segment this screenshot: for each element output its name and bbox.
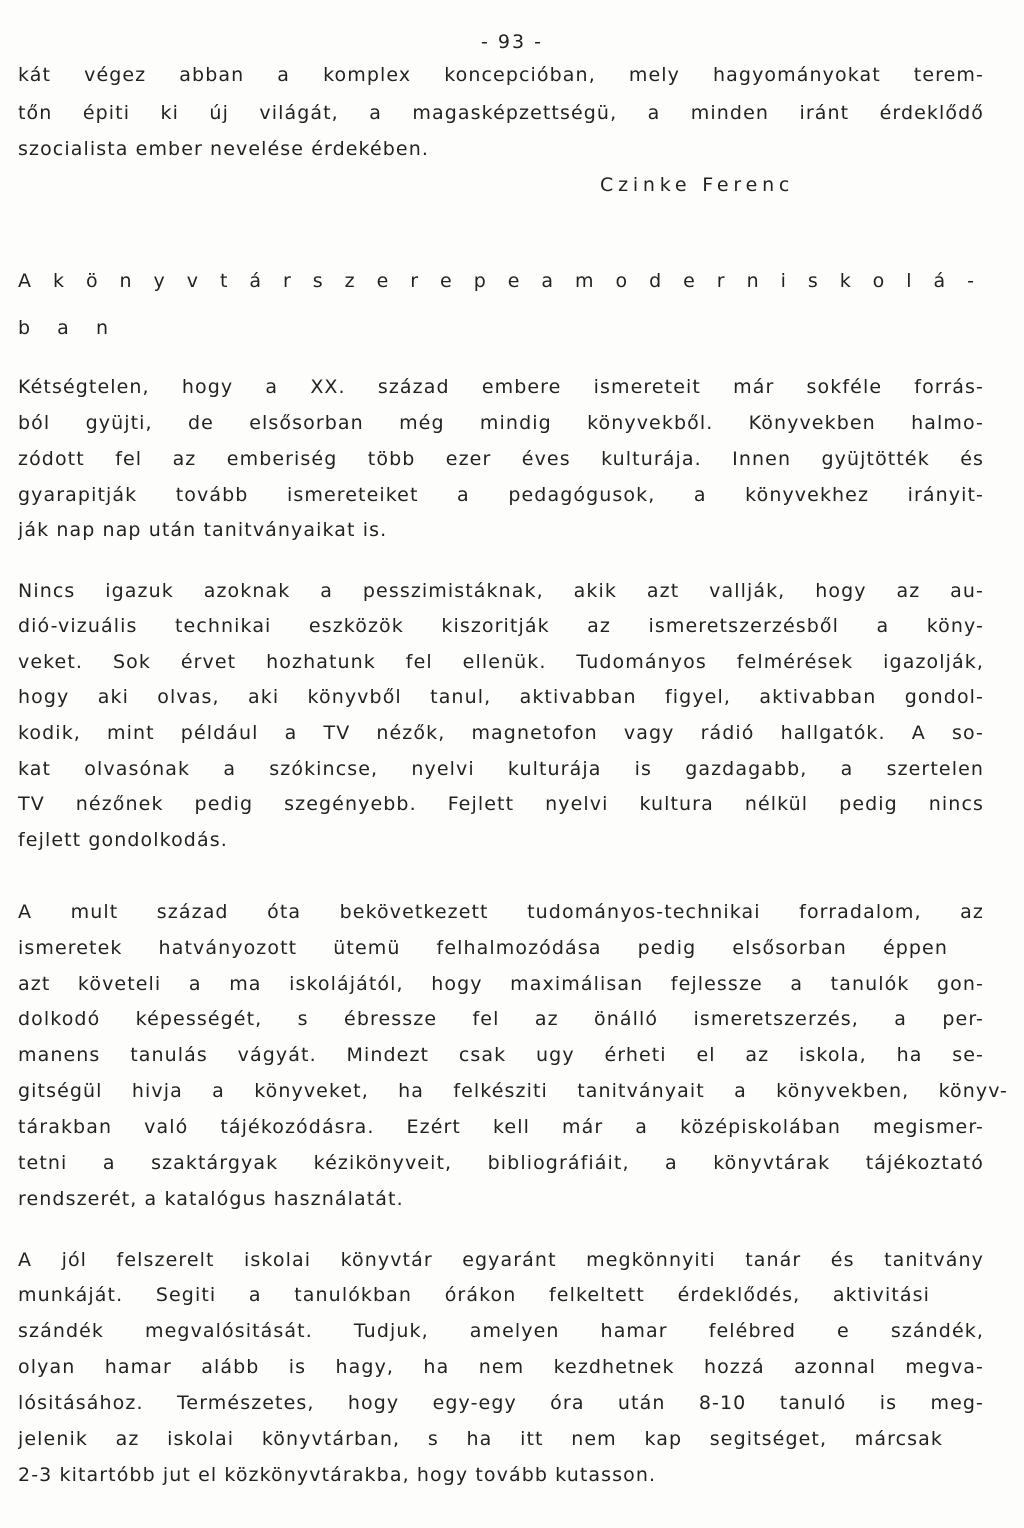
text-line: gyarapitják tovább ismereteiket a pedagógusok, a könyvekhez irányit- <box>18 484 984 506</box>
text-line: ból gyüjti, de elsősorban még mindig könyvekből. Könyvekben halmo- <box>18 412 984 434</box>
text-line: jelenik az iskolai könyvtárban, s ha itt nem kap segitséget, márcsak <box>18 1428 943 1450</box>
text-line: lósitásához. Természetes, hogy egy-egy óra után 8-10 tanuló is meg- <box>18 1392 984 1414</box>
text-line: kodik, mint például a TV nézők, magnetofon vagy rádió hallgatók. A so- <box>18 722 984 744</box>
text-line: veket. Sok érvet hozhatunk fel ellenük. Tudományos felmérések igazolják, <box>18 651 984 673</box>
page-number: - 93 - <box>481 31 543 53</box>
text-line: dolkodó képességét, s ébressze fel az önálló ismeretszerzés, a per- <box>18 1008 984 1030</box>
text-line: TV nézőnek pedig szegényebb. Fejlett nyelvi kultura nélkül pedig nincs <box>18 793 984 815</box>
text-line: azt követeli a ma iskolájától, hogy maximálisan fejlessze a tanulók gon- <box>18 973 984 995</box>
text-line: rendszerét, a katalógus használatát. <box>18 1188 404 1210</box>
text-line: dió-vizuális technikai eszközök kiszoritják az ismeretszerzésből a köny- <box>18 615 984 637</box>
text-line: hogy aki olvas, aki könyvből tanul, aktivabban figyel, aktivabban gondol- <box>18 686 984 708</box>
text-line: ják nap nap után tanitványaikat is. <box>18 519 388 541</box>
text-line: A jól felszerelt iskolai könyvtár egyaránt megkönnyiti tanár és tanitvány <box>18 1249 984 1271</box>
text-line: Kétségtelen, hogy a XX. század embere ismereteit már sokféle forrás- <box>18 376 984 398</box>
text-line: gitségül hivja a könyveket, ha felkésziti tanitványait a könyvekben, könyv- <box>18 1080 1008 1102</box>
text-line: ismeretek hatványozott ütemü felhalmozódása pedig elsősorban éppen <box>18 937 948 959</box>
text-line: olyan hamar alább is hagy, ha nem kezdhetnek hozzá azonnal megva- <box>18 1356 984 1378</box>
text-line: szándék megvalósitását. Tudjuk, amelyen hamar felébred e szándék, <box>18 1320 984 1342</box>
author-signature: Czinke Ferenc <box>600 174 795 196</box>
heading-line: b a n <box>18 317 108 339</box>
text-line: 2-3 kitartóbb jut el közkönyvtárakba, hogy tovább kutasson. <box>18 1464 657 1486</box>
text-line: szocialista ember nevelése érdekében. <box>18 138 429 160</box>
text-line: A mult század óta bekövetkezett tudományos-technikai forradalom, az <box>18 901 984 923</box>
text-line: Nincs igazuk azoknak a pesszimistáknak, akik azt vallják, hogy az au- <box>18 580 984 602</box>
heading-line: A k ö n y v t á r s z e r e p e a m o d e r n i s k o l á - <box>18 270 974 292</box>
text-line: tárakban való tájékozódásra. Ezért kell már a középiskolában megismer- <box>18 1116 984 1138</box>
text-line: fejlett gondolkodás. <box>18 829 228 851</box>
text-line: tetni a szaktárgyak kézikönyveit, bibliográfiáit, a könyvtárak tájékoztató <box>18 1152 984 1174</box>
text-line: tőn épiti ki új világát, a magasképzettségü, a minden iránt érdeklődő <box>18 102 984 124</box>
text-line: zódott fel az emberiség több ezer éves kulturája. Innen gyüjtötték és <box>18 448 984 470</box>
text-line: kát végez abban a komplex koncepcióban, mely hagyományokat terem- <box>18 64 984 86</box>
text-line: manens tanulás vágyát. Mindezt csak ugy érheti el az iskola, ha se- <box>18 1044 984 1066</box>
text-line: munkáját. Segiti a tanulókban órákon felkeltett érdeklődés, aktivitási <box>18 1284 930 1306</box>
text-line: kat olvasónak a szókincse, nyelvi kulturája is gazdagabb, a szertelen <box>18 758 984 780</box>
